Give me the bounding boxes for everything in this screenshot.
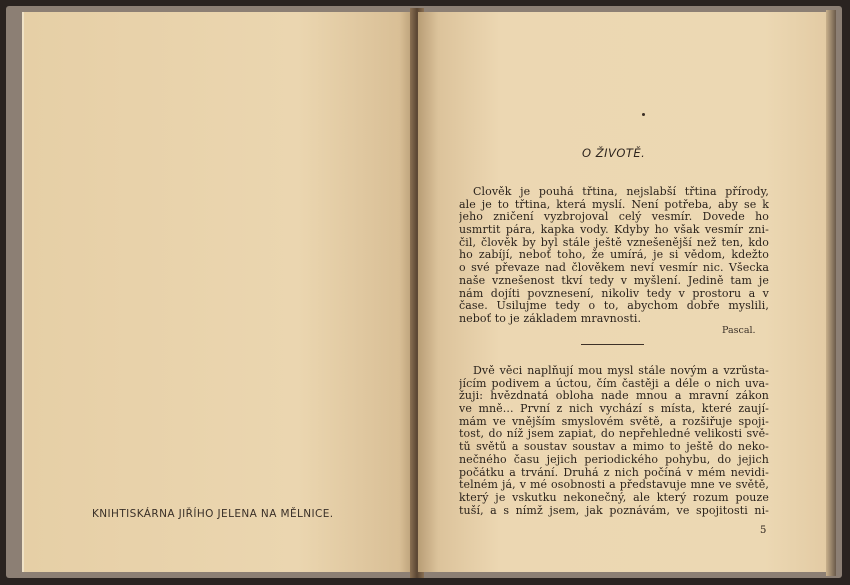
- text-line: tost, do níž jsem zapiat, do nepřehledné velikosti svě-: [459, 428, 769, 441]
- paragraph-pascal: [459, 186, 769, 326]
- text-line: naše vznešenost tkví tedy v myšlení. Jedině tam je: [459, 274, 769, 287]
- page-number: 5: [760, 525, 767, 536]
- text-line: který je vskutku nekonečný, ale který rozum pouze: [459, 491, 769, 504]
- text-line: žuji: hvězdnatá obloha nade mnou a mravní zákon: [459, 390, 769, 403]
- page-title: O ŽIVOTĚ.: [582, 146, 646, 160]
- paragraph-kant: [459, 365, 769, 517]
- text-line: Dvě věci naplňují mou mysl stále novým a vzrůsta-: [473, 365, 769, 377]
- text-line: ale je to třtina, která myslí. Není potřeba, aby se k: [459, 198, 769, 211]
- text-line: ve mně... První z nich vychází s místa, které zaují-: [459, 403, 769, 416]
- text-line: usmrtit pára, kapka vody. Kdyby ho však vesmír zni-: [459, 224, 769, 237]
- text-line: tů světů a soustav soustav a mimo to ještě do neko-: [459, 441, 769, 454]
- ink-speck: [642, 113, 645, 116]
- text-line: nečného času jejich periodického pohybu, do jejich: [459, 453, 769, 466]
- section-divider: [581, 344, 644, 345]
- printer-imprint: KNIHTISKÁRNA JIŘÍHO JELENA NA MĚLNICE.: [92, 508, 334, 520]
- left-page: [22, 12, 415, 572]
- text-line: neboť to je základem mravnosti.: [459, 312, 642, 325]
- signature-pascal: Pascal.: [722, 325, 756, 336]
- text-line: o své převaze nad člověkem neví vesmír nic. Všecka: [459, 262, 769, 275]
- text-line: tuší, a s nímž jsem, jak poznávám, ve spojitosti ni-: [459, 504, 769, 517]
- text-line: čil, člověk by byl stále ještě vznešenější než ten, kdo: [459, 236, 769, 249]
- page-edge: [826, 10, 836, 576]
- text-line: jícím podivem a úctou, čím častěji a déle o nich uva-: [459, 377, 769, 390]
- text-line: telném já, v mé osobnosti a představuje mne ve světě,: [459, 479, 769, 492]
- text-line: mám ve vnějším smyslovém světě, a rozšiřuje spoji-: [459, 415, 769, 428]
- text-line: Člověk je pouhá třtina, nejslabší třtina přírody,: [473, 186, 769, 198]
- text-line: ho zabíjí, neboť toho, že umírá, je si vědom, kdežto: [459, 249, 769, 262]
- text-line: jeho zničení vyzbrojoval celý vesmír. Dovede ho: [459, 211, 769, 224]
- text-line: nám dojíti povznesení, nikoliv tedy v prostoru a v: [459, 287, 769, 300]
- text-line: čase. Usilujme tedy o to, abychom dobře myslili,: [459, 300, 769, 313]
- text-line: počátku a trvání. Druhá z nich počíná v mém nevidi-: [459, 466, 769, 479]
